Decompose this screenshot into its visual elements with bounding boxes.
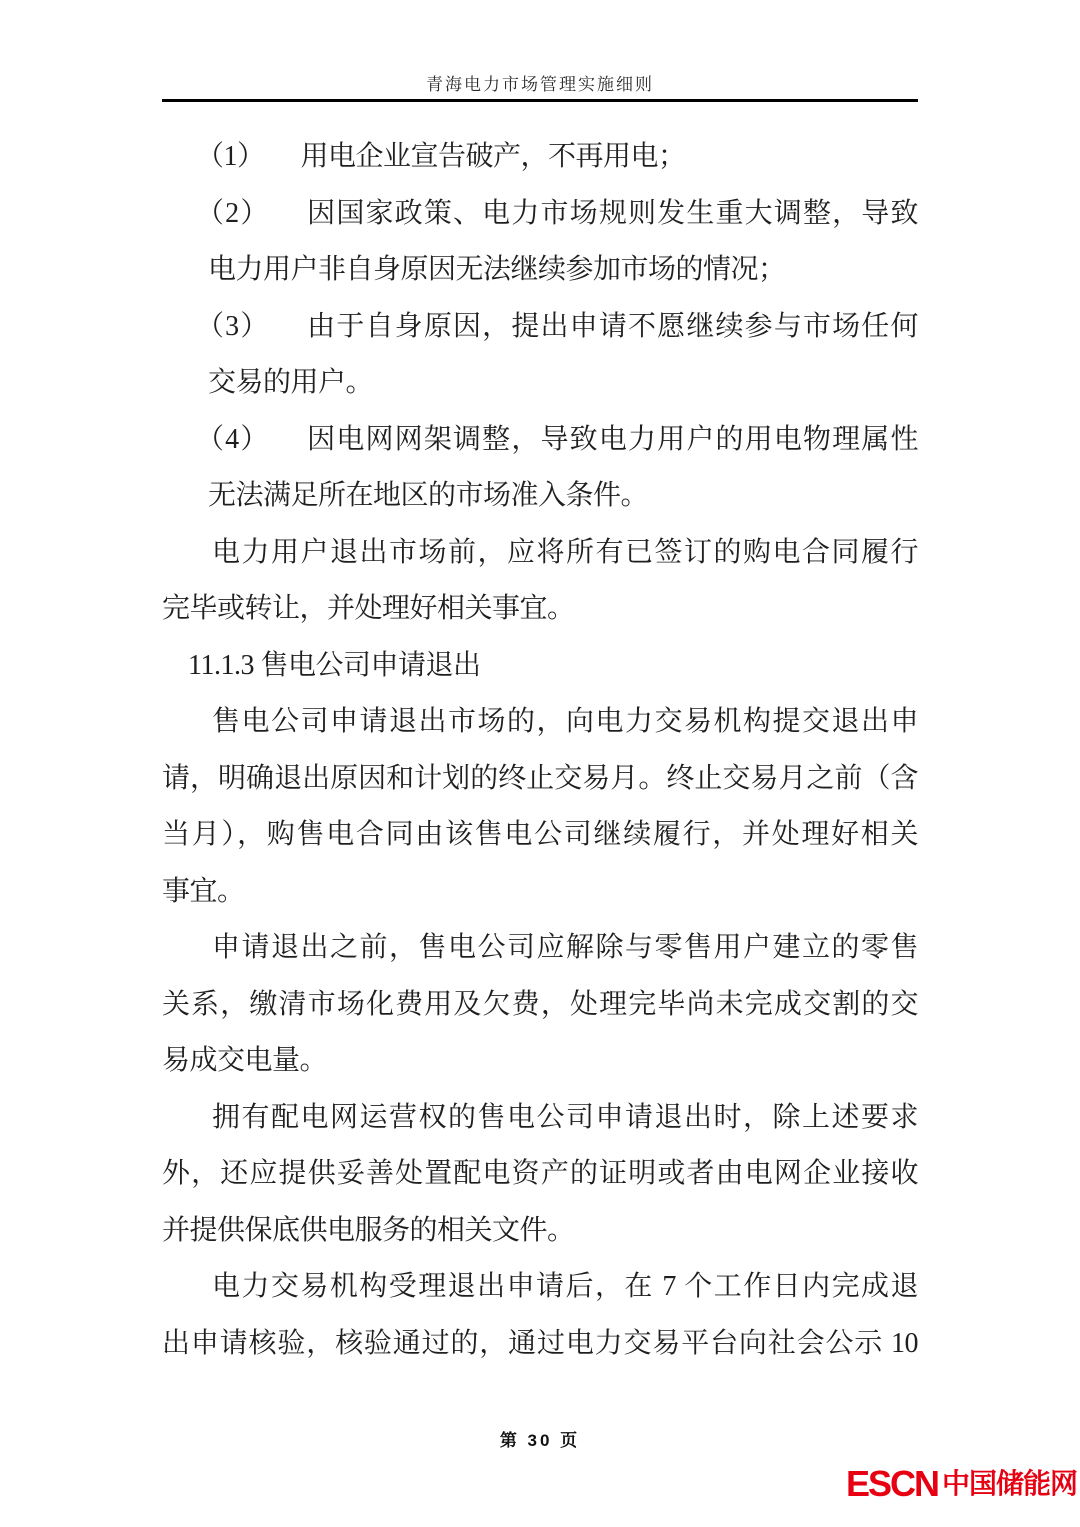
text-line: 完毕或转让，并处理好相关事宜。: [162, 593, 575, 624]
text-line: [162, 129, 918, 186]
text-line: 电力用户非自身原因无法继续参加市场的情况；: [208, 254, 786, 285]
text-line: 关系，缴清市场化费用及欠费，处理完毕尚未完成交割的交: [162, 988, 918, 1020]
text-line: 请，明确退出原因和计划的终止交易月。终止交易月之前（含: [162, 762, 918, 794]
text-line: 无法满足所在地区的市场准入条件。: [208, 480, 649, 511]
line-text: 用电企业宣告破产，不再用电；: [300, 141, 686, 172]
line-text: 因国家政策、电力市场规则发生重大调整，导致: [305, 197, 918, 229]
text-line: [162, 412, 918, 469]
line-text: 因电网网架调整，导致电力用户的用电物理属性: [305, 423, 918, 455]
text-line: 拥有配电网运营权的售电公司申请退出时，除上述要求: [212, 1101, 918, 1133]
text-line: 电力用户退出市场前，应将所有已签订的购电合同履行: [212, 536, 918, 568]
escn-logo-cn-text: 中国储能网: [942, 1468, 1078, 1499]
list-item-marker: （1）: [196, 141, 265, 172]
marker-gap: [270, 447, 306, 448]
line-text: 由于自身原因，提出申请不愿继续参与市场任何: [305, 310, 918, 342]
escn-watermark-logo: [846, 1463, 1078, 1504]
marker-gap: [270, 334, 306, 335]
text-line: 当月），购售电合同由该售电公司继续履行，并处理好相关: [162, 819, 918, 850]
text-line: 并提供保底供电服务的相关文件。: [162, 1214, 575, 1246]
marker-gap: [270, 221, 306, 222]
section-heading: 11.1.3 售电公司申请退出: [188, 649, 481, 681]
text-line: [162, 186, 918, 243]
text-line: 出申请核验，核验通过的，通过电力交易平台向社会公示 10: [162, 1327, 918, 1359]
list-item-marker: （4）: [196, 423, 270, 455]
text-line: 电力交易机构受理退出申请后，在 7 个工作日内完成退: [212, 1271, 918, 1302]
text-line: 售电公司申请退出市场的，向电力交易机构提交退出申: [212, 706, 918, 737]
text-line: 易成交电量。: [162, 1045, 328, 1076]
text-line: 申请退出之前，售电公司应解除与零售用户建立的零售: [212, 932, 918, 963]
list-item-marker: （3）: [196, 310, 270, 342]
list-item-marker: （2）: [196, 197, 270, 229]
escn-logo-text: ESCN: [846, 1463, 939, 1504]
text-line: 交易的用户。: [208, 367, 374, 398]
header-divider-rule: [162, 99, 918, 102]
text-line: [162, 299, 918, 356]
text-line: 事宜。: [162, 875, 245, 907]
page-number: 第 30 页: [499, 1431, 581, 1450]
running-header-title: 青海电力市场管理实施细则: [426, 75, 654, 94]
marker-gap: [265, 164, 301, 165]
document-body: [162, 129, 918, 1372]
text-line: 外，还应提供妥善处置配电资产的证明或者由电网企业接收: [162, 1158, 918, 1189]
